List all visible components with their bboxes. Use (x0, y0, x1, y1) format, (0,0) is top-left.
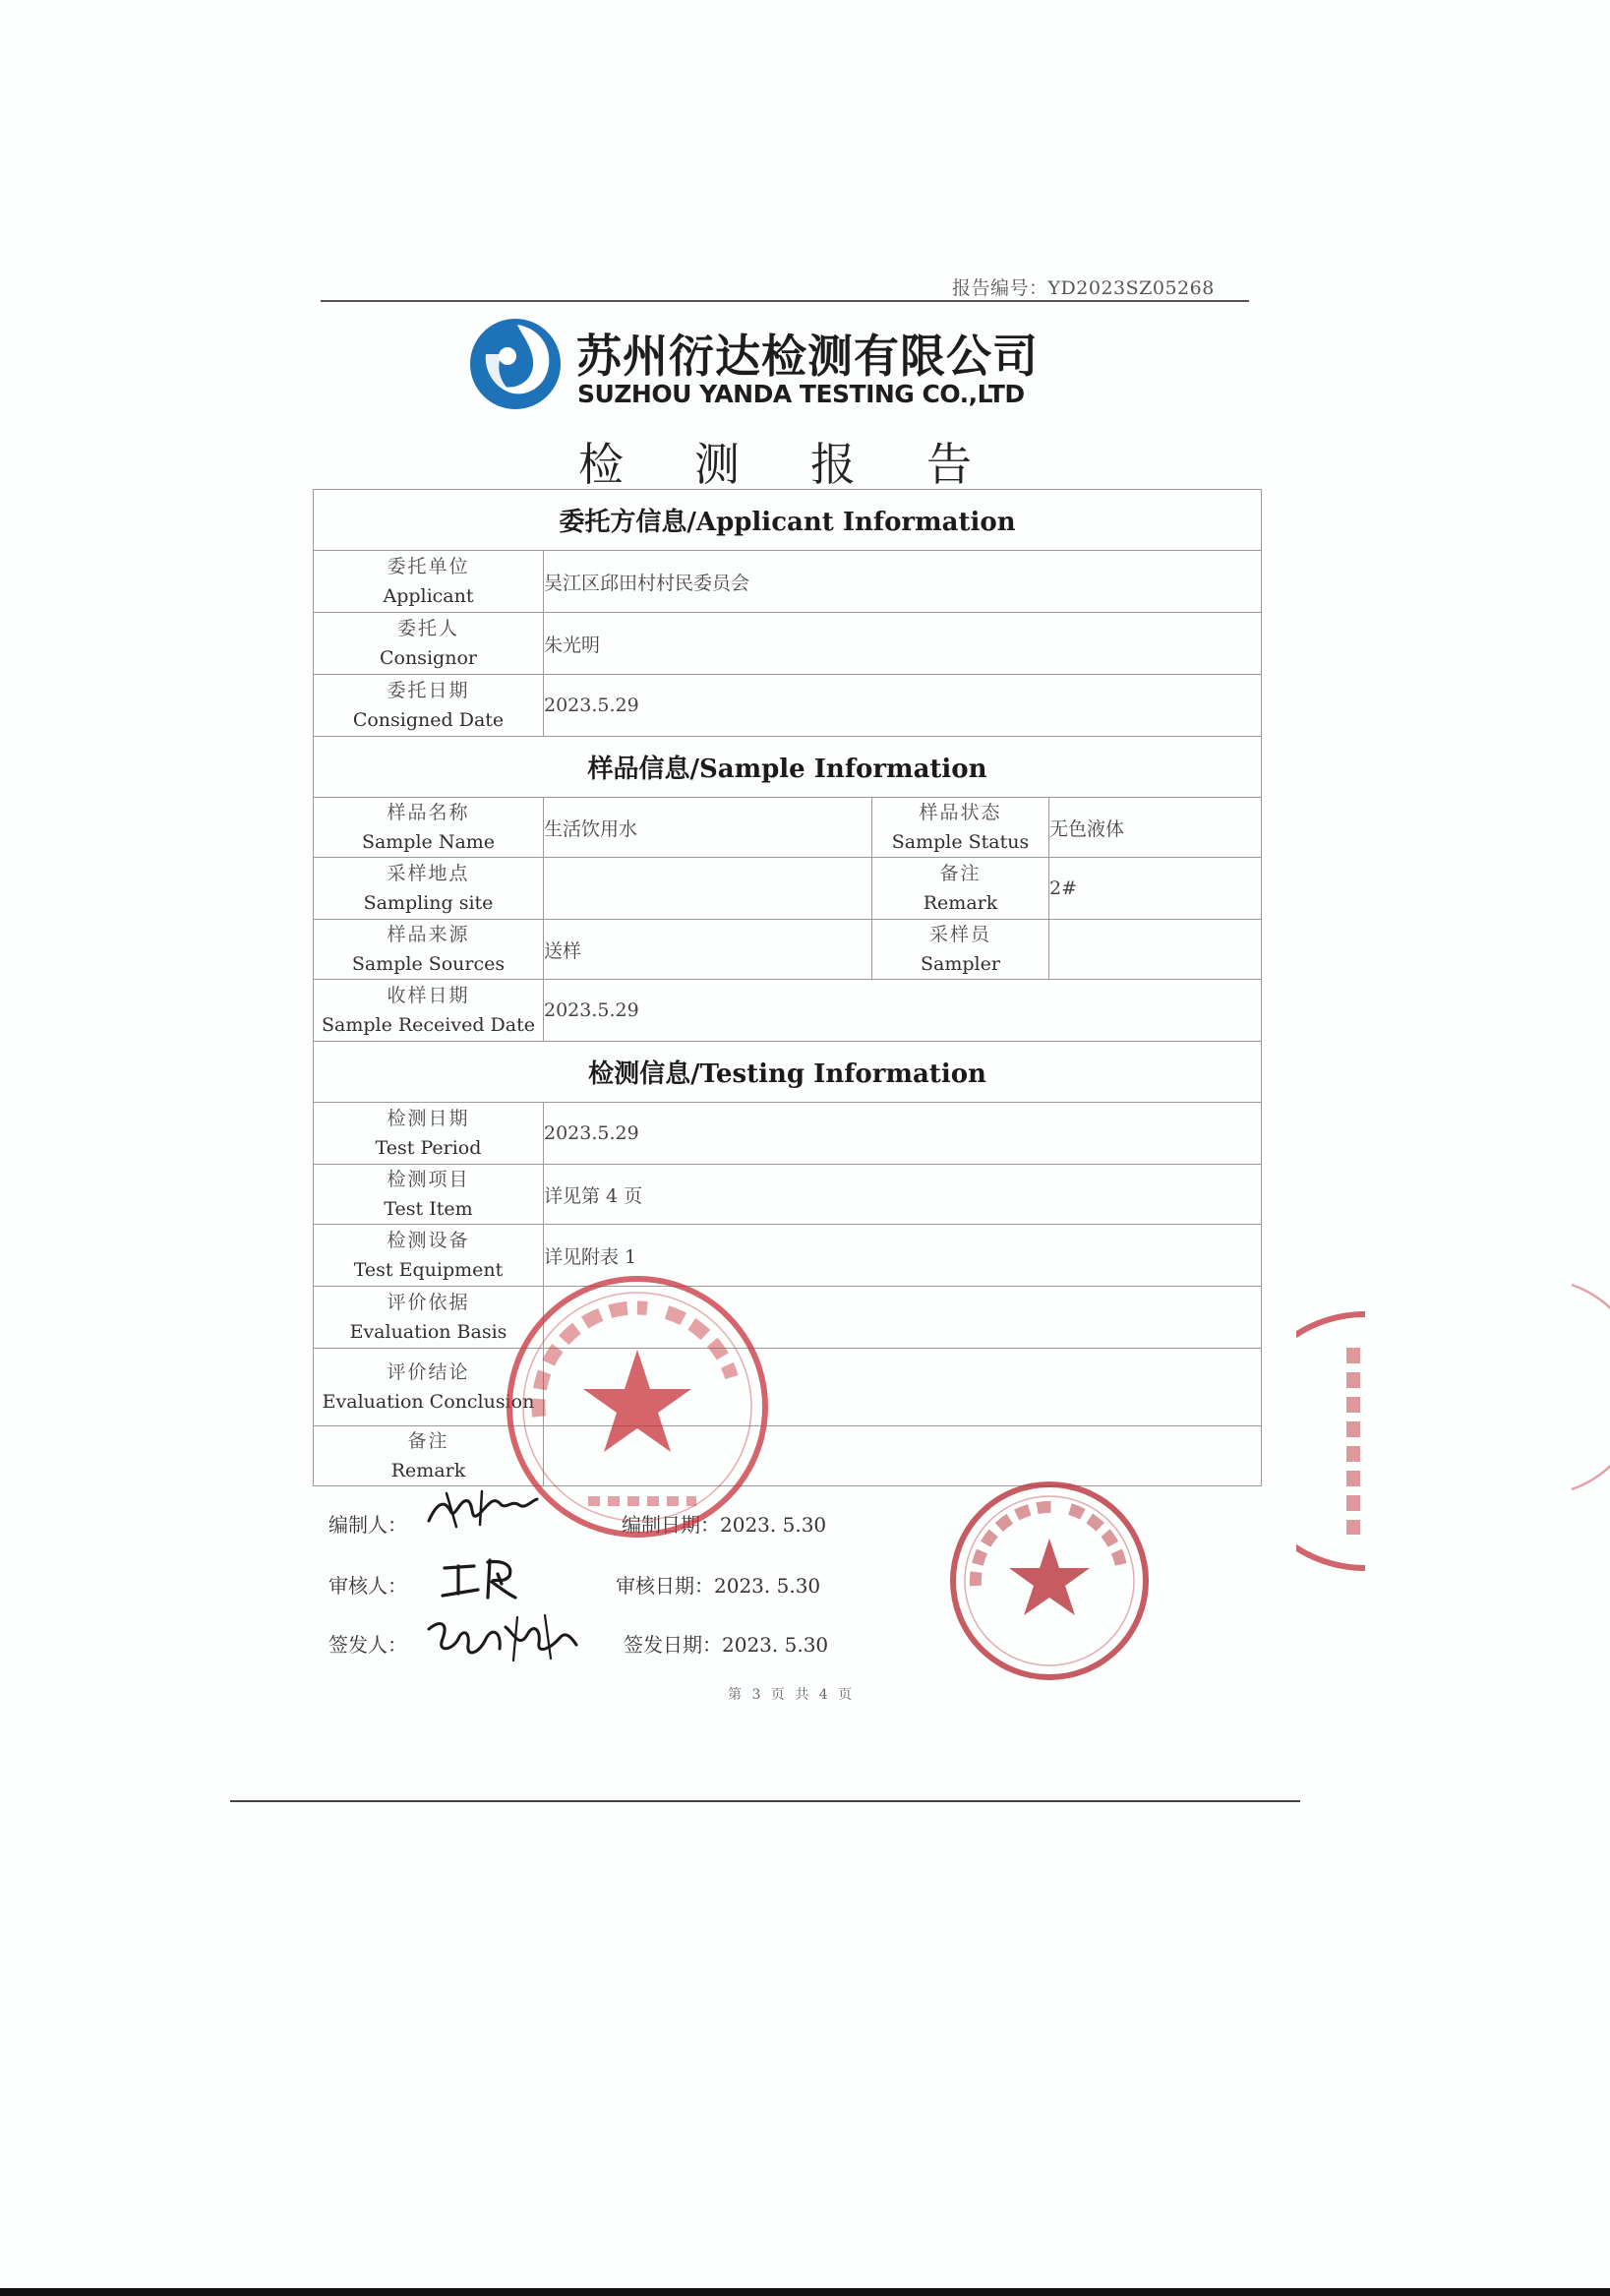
evaluation-conclusion-label (314, 1349, 544, 1426)
consignor-label-en: Consignor (380, 647, 477, 669)
review-date-label: 审核日期： (616, 1574, 714, 1598)
sample-status-label (872, 798, 1049, 858)
sample-remark-label-cn: 备注 (939, 863, 982, 884)
sample-remark-label-en: Remark (923, 892, 998, 914)
compiler-label: 编制人： (328, 1513, 407, 1537)
test-period-label-cn: 检测日期 (387, 1108, 470, 1129)
consigned-date-value: 2023.5.29 (544, 675, 1262, 737)
sampling-site-label-cn: 采样地点 (387, 863, 470, 884)
test-item-label (314, 1165, 544, 1225)
sample-remark-label (872, 858, 1049, 920)
issue-date (624, 1629, 828, 1658)
consigned-date-label (314, 675, 544, 737)
testing-remark-label-en: Remark (390, 1460, 466, 1481)
compile-date (622, 1509, 826, 1538)
test-equipment-label (314, 1225, 544, 1287)
sample-name-label-cn: 样品名称 (387, 802, 470, 823)
consignor-value: 朱光明 (544, 613, 1262, 675)
company-logo-icon (466, 315, 565, 413)
sampling-site-label-en: Sampling site (363, 892, 494, 914)
sampler-label-en: Sampler (921, 953, 1000, 975)
sampling-site-label (314, 858, 544, 920)
sampling-site-value (544, 858, 872, 920)
page-number: 第 3 页 共 4 页 (728, 1687, 856, 1703)
sampler-label (872, 920, 1049, 980)
issue-date-value: 2023. 5.30 (722, 1633, 829, 1657)
report-number-value: YD2023SZ05268 (1047, 277, 1215, 299)
evaluation-conclusion-label-en: Evaluation Conclusion (322, 1391, 535, 1413)
test-item-label-cn: 检测项目 (387, 1169, 470, 1190)
evaluation-basis-label (314, 1287, 544, 1349)
test-period-label-en: Test Period (375, 1137, 482, 1159)
received-date-value: 2023.5.29 (544, 980, 1262, 1042)
sample-sources-value: 送样 (544, 920, 872, 980)
report-table (313, 489, 1262, 1486)
report-title: 检测报告 (578, 438, 1043, 491)
compiler-signature (423, 1481, 541, 1533)
testing-remark-label (314, 1426, 544, 1486)
received-date-label (314, 980, 544, 1042)
testing-seal-stamp (946, 1478, 1153, 1684)
sample-section-title: 样品信息/Sample Information (314, 737, 1262, 798)
scan-bottom-edge (0, 2288, 1610, 2296)
compile-date-label: 编制日期： (622, 1513, 720, 1537)
received-date-label-cn: 收样日期 (387, 985, 470, 1006)
evaluation-conclusion-value (544, 1349, 1262, 1426)
sample-name-value: 生活饮用水 (544, 798, 872, 858)
footer-rule (230, 1800, 1300, 1802)
sample-status-label-cn: 样品状态 (919, 802, 1002, 823)
received-date-label-en: Sample Received Date (321, 1014, 535, 1036)
sample-remark-value: 2# (1049, 858, 1262, 920)
company-name-en: SUZHOU YANDA TESTING CO.,LTD (577, 380, 1025, 408)
testing-remark-value (544, 1426, 1262, 1486)
applicant-label-cn: 委托单位 (387, 556, 470, 577)
applicant-section-title: 委托方信息/Applicant Information (314, 490, 1262, 551)
consignor-label (314, 613, 544, 675)
sampler-value (1049, 920, 1262, 980)
evaluation-basis-value (544, 1287, 1262, 1349)
sample-name-label (314, 798, 544, 858)
reviewer-label: 审核人： (328, 1574, 407, 1598)
test-period-value: 2023.5.29 (544, 1103, 1262, 1165)
applicant-value: 吴江区邱田村村民委员会 (544, 551, 1262, 613)
testing-section-title: 检测信息/Testing Information (314, 1042, 1262, 1103)
right-edge-seal-fragment (1570, 1279, 1610, 1495)
applicant-label-en: Applicant (383, 585, 474, 607)
sample-name-label-en: Sample Name (361, 831, 496, 853)
issuer-label: 签发人： (328, 1633, 407, 1657)
sample-status-value: 无色液体 (1049, 798, 1262, 858)
issuer-signature (423, 1609, 580, 1666)
sample-status-label-en: Sample Status (891, 831, 1030, 853)
evaluation-basis-label-cn: 评价依据 (387, 1292, 470, 1313)
testing-remark-label-cn: 备注 (407, 1430, 449, 1452)
consigned-date-label-en: Consigned Date (352, 709, 505, 731)
report-number (952, 273, 1215, 300)
review-date-value: 2023. 5.30 (714, 1574, 821, 1598)
test-item-label-en: Test Item (384, 1198, 473, 1220)
sampler-label-cn: 采样员 (928, 924, 991, 945)
consignor-label-cn: 委托人 (396, 618, 459, 639)
issue-date-label: 签发日期： (624, 1633, 722, 1657)
sample-sources-label-cn: 样品来源 (387, 924, 470, 945)
evaluation-conclusion-label-cn: 评价结论 (387, 1361, 470, 1383)
sample-sources-label-en: Sample Sources (351, 953, 506, 975)
header-rule (321, 300, 1249, 302)
report-number-label: 报告编号： (952, 277, 1048, 299)
consigned-date-label-cn: 委托日期 (387, 680, 470, 701)
company-name-cn: 苏州衍达检测有限公司 (576, 330, 1039, 383)
test-equipment-label-en: Test Equipment (353, 1259, 504, 1281)
test-period-label (314, 1103, 544, 1165)
reviewer-signature (439, 1554, 527, 1603)
compile-date-value: 2023. 5.30 (720, 1513, 827, 1537)
review-date (616, 1570, 820, 1599)
test-item-value: 详见第 4 页 (544, 1165, 1262, 1225)
sample-sources-label (314, 920, 544, 980)
edge-seal-stamp (1296, 1308, 1365, 1574)
applicant-label (314, 551, 544, 613)
test-equipment-label-cn: 检测设备 (387, 1230, 470, 1251)
evaluation-basis-label-en: Evaluation Basis (349, 1321, 507, 1343)
test-equipment-value: 详见附表 1 (544, 1225, 1262, 1287)
